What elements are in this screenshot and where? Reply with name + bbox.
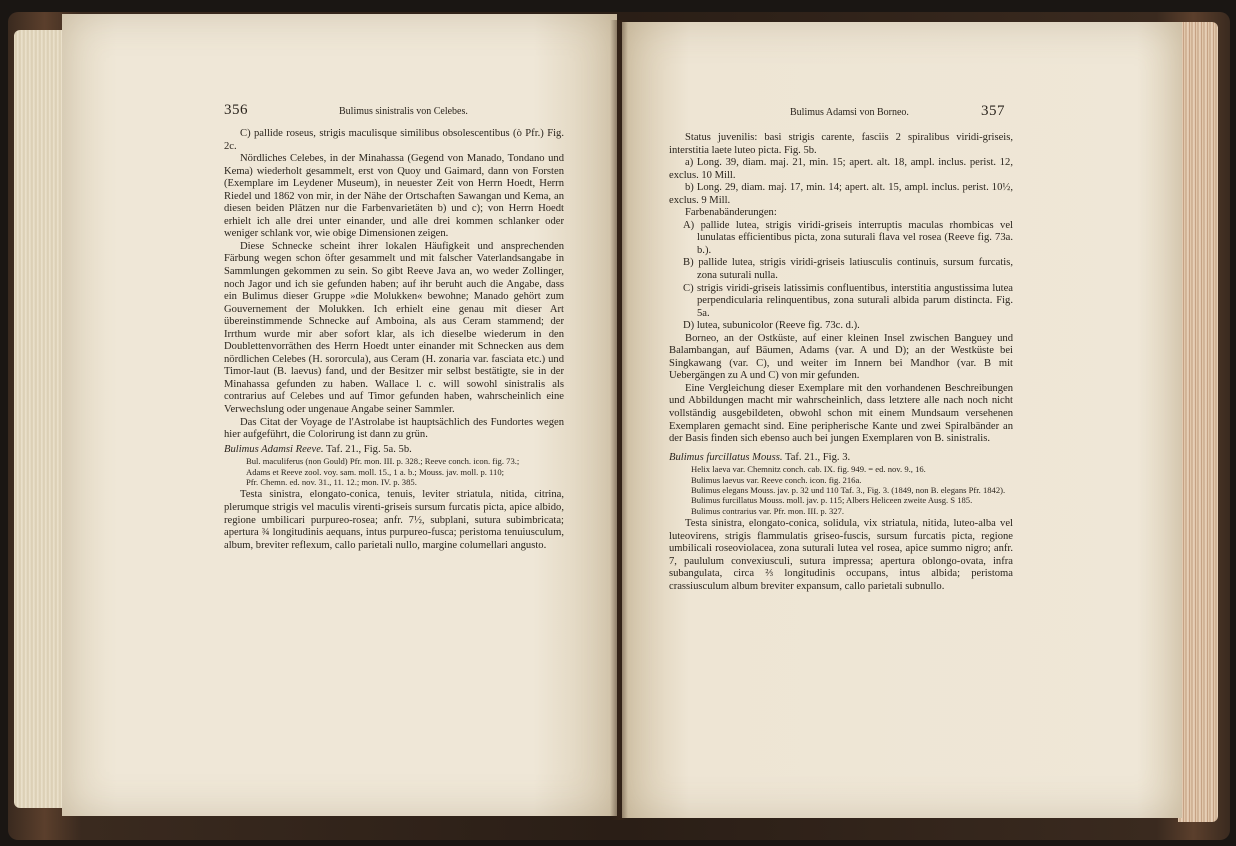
species-heading-line [224,444,564,457]
variant-c-paragraph: C) pallide roseus, strigis maculisque similibus obsolescentibus (ò Pfr.) Fig. 2c. [224,128,564,152]
measurement-a: a) Long. 39, diam. maj. 21, min. 15; apert. alt. 18, ampl. inclus. perist. 12, exclus. 10 Mill. [669,157,1013,181]
left-page-number: 356 [224,102,248,118]
reference-line: Pfr. Chemn. ed. nov. 31., 11. 12.; mon. IV. p. 385. [246,477,417,488]
reference-line: Adams et Reeve zool. voy. sam. moll. 15., 1 a. b.; Mouss. jav. moll. p. 110; [246,466,505,477]
distribution-paragraph: Nördliches Celebes, in der Minahassa (Gegend von Manado, Tondano und Kema) wiederholt gesammelt, erst von Quoy und Gaimard, dann von Forsten (Exemplare im Leydener Museum), in neuester Zeit von Herrn Hoedt, Herrn Riedel und 1862 von mir, in der Nähe der Ortschaften Sawangan und Kema, an diesen beiden Plätzen nur die Farbenvarietäten b) und c); von Herrn Hoedt erhielt ich alle drei unter einander, und alle drei kommen schlanker oder weniger schlank vor, wie obige Dimensionen zeigen. [224,153,564,240]
colour-variant-c: C) strigis viridi-griseis latissimis confluentibus, interstitia angustissima lutea perpendicularia relinquentibus, zona suturali albida parum distincta. Fig. 5a. [683,282,1013,319]
latin-description: Testa sinistra, elongato-conica, solidula, vix striatula, nitida, luteo-alba vel luteovirens, strigis flammulatis griseo-fuscis, sursum furcatis picta, regione umbilicali roseoviolacea, zona suturali lutea vel rosea, apice summo nigro; anfr. 7, paululum convexiusculi, sutura impressa; apertura oblongo-ovata, infra subangulata, circa ⅔ longitudinis occupans, intus albida; peristoma crassiusculum album breviter expansum, callo parietali subnullo. [669,518,1013,592]
reference-line: Helix laeva var. Chemnitz conch. cab. IX. fig. 949. = ed. nov. 9., 16. [691,464,926,475]
species-heading: Bulimus furcillatus Mouss. [669,451,783,463]
borneo-paragraph: Borneo, an der Ostküste, auf einer kleinen Insel zwischen Banguey und Balambangan, auf Bäumen, Adams (var. A und D); an der Westküste bei Singkawang (var. C), und weiter im Innern bei Mandhor (var. B mit Uebergängen zu A und C) von mir gefunden. [669,332,1013,382]
left-running-head: Bulimus sinistralis von Celebes. [339,106,468,117]
reference-line: Bulimus laevus var. Reeve conch. icon. fig. 216a. [691,474,862,485]
species-heading-line [669,452,1013,465]
colour-heading: Farbenabänderungen: [685,207,777,219]
latin-description: Testa sinistra, elongato-conica, tenuis, leviter striatula, nitida, citrina, plerumque strigis vel maculis virenti-griseis sursum furcatis picta, apice albido, regione umbilicari purpureo-rosea; anfr. 7½, subplani, sutura subimbricata; apertura ¾ longitudinis aequans, intus purpureo-fusca; peristoma tenuiusculum, album, breviter reflexum, callo parietali nullo, margine columellari angusto. [224,489,564,551]
reference-line: Bulimus elegans Mouss. jav. p. 32 und 110 Taf. 3., Fig. 3. (1849, non B. elegans Pfr. 1842). [691,485,1006,496]
citation-paragraph: Das Citat der Voyage de l'Astrolabe ist hauptsächlich des Fundortes wegen hier aufgeführt, die Colorirung ist dann zu grün. [224,416,564,441]
book-gutter [610,20,628,820]
reference-line: Bulimus furcillatus Mouss. moll. jav. p. 115; Albers Heliceen zweite Ausg. S 185. [691,495,973,506]
right-running-head: Bulimus Adamsi von Borneo. [790,107,909,118]
remarks-paragraph: Diese Schnecke scheint ihrer lokalen Häufigkeit und ansprechenden Färbung wegen schon öfter gesammelt und mit falscher Vaterlandsangabe in Sammlungen gekommen zu sein. So gibt Reeve Java an, wo weder Zollinger, noch Jagor und ich sie gefunden haben; auf ihr beruht auch die Angabe, dass ein Bulimus dieser Gruppe »die Molukken« bewohne; Manado gehört zum Gouvernement der Molukken. Ich erhielt eine genau mit dieser Art übereinstimmende Schnecke auf Amboina, als aus Ceram stammend; der Irrthum wurde mir aber sofort klar, als ich dieselbe wiederum in den Doublettenvorräthen des Herrn Hoedt unter einander mit Schnecken aus dem nördlichen Celebes (H. sororcula), aus Ceram (H. zonaria var. fasciata etc.) und Timor-laut (B. laevus) fand, und der Besitzer mir selbst bestätigte, sie in der Minahassa gefunden zu haben. Wallace l. c. will sowohl sinistralis als contrarius auf Celebes und auf Timor gefunden haben, wahrscheinlich eine Verwechslung oder ungenaue Angabe seiner Sammler. [224,240,564,416]
right-page-number: 357 [981,103,1005,119]
right-text-column [669,132,1013,594]
references-block [683,464,1013,516]
references-block [238,456,564,487]
species-heading: Bulimus Adamsi Reeve. [224,443,324,455]
left-text-column [224,128,564,552]
colour-variant-b: B) pallide lutea, strigis viridi-griseis latiusculis continuis, sursum furcatis, zona suturali nulla. [683,257,1013,282]
colour-variant-d: D) lutea, subunicolor (Reeve fig. 73c. d.). [683,320,860,332]
page-edges-right [1178,22,1218,822]
reference-line: Bulimus contrarius var. Pfr. mon. III. p. 327. [691,505,844,516]
measurement-b: b) Long. 29, diam. maj. 17, min. 14; apert. alt. 15, ampl. inclus. perist. 10½, exclus. 9 Mill. [669,182,1013,206]
comparison-paragraph: Eine Vergleichung dieser Exemplare mit den vorhandenen Beschreibungen und Abbildungen macht mir wahrscheinlich, dass letztere alle nach noch nicht vollständig ausgebildeten, obwohl schon mit einem Mundsaum versehenen Exemplaren gemacht sind. Eine peripherische Kante und zwei Spiralbänder an der Basis finden sich ebenso auch bei jungen Exemplaren von B. sinistralis. [669,382,1013,445]
status-juvenilis: Status juvenilis: basi strigis carente, fasciis 2 spiralibus viridi-griseis, interstitia laete luteo picta. Fig. 5b. [669,132,1013,156]
species-plate: Taf. 21., Fig. 5a. 5b. [326,443,412,455]
colour-variant-a: A) pallide lutea, strigis viridi-griseis interruptis maculas rhombicas vel lunulatas efficientibus picta, zona suturali flava vel rosea (Reeve fig. 73a. b.). [683,219,1013,256]
reference-line: Bul. maculiferus (non Gould) Pfr. mon. III. p. 328.; Reeve conch. icon. fig. 73.; [246,456,520,467]
species-plate: Taf. 21., Fig. 3. [784,451,851,463]
